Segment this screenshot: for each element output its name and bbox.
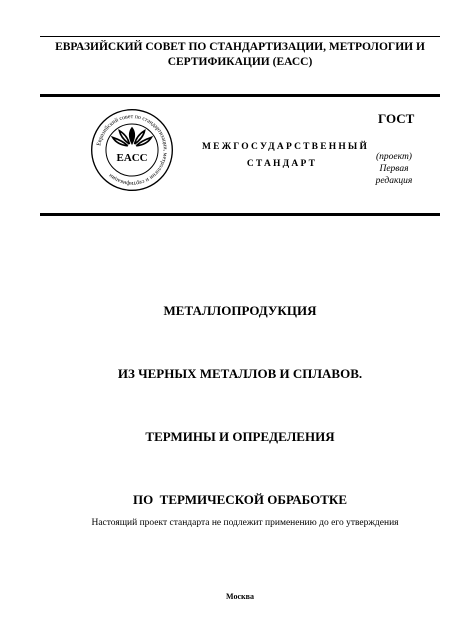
draft-line-2: Первая [379, 164, 409, 174]
logo-center-text: EACC [116, 151, 148, 164]
logo-emblem [113, 128, 152, 146]
gost-label: ГОСТ [378, 111, 415, 126]
title-line-2: ИЗ ЧЕРНЫХ МЕТАЛЛОВ И СПЛАВОВ. [117, 366, 363, 381]
council-line-2: СЕРТИФИКАЦИИ (ЕАСС) [167, 56, 313, 68]
title-line-1: МЕТАЛЛОПРОДУКЦИЯ [163, 303, 317, 318]
lower-rule [40, 213, 440, 216]
standard-type [202, 139, 370, 173]
standard-line-1: МЕЖГОСУДАРСТВЕННЫЙ [202, 142, 370, 152]
title-line-4: ПО ТЕРМИЧЕСКОЙ ОБРАБОТКЕ [132, 492, 348, 507]
upper-rule [40, 94, 440, 97]
eacc-logo [90, 108, 174, 192]
standard-line-2: СТАНДАРТ [246, 159, 318, 169]
logo-ring-text: Евразийский совет по стандартизации, метрологии и сертификации [96, 114, 168, 186]
city: Москва [226, 592, 254, 601]
council-line-1: ЕВРАЗИЙСКИЙ СОВЕТ ПО СТАНДАРТИЗАЦИИ, МЕТРОЛОГИИ И [55, 41, 425, 53]
document-title [40, 258, 440, 531]
council-name [40, 40, 440, 70]
top-rule [40, 36, 440, 37]
title-line-3: ТЕРМИНЫ И ОПРЕДЕЛЕНИЯ [145, 429, 335, 444]
draft-notice: Настоящий проект стандарта не подлежит применению до его утверждения [91, 518, 399, 528]
draft-line-3: редакция [375, 176, 413, 186]
draft-line-1: (проект) [376, 152, 412, 162]
draft-note [368, 151, 420, 187]
